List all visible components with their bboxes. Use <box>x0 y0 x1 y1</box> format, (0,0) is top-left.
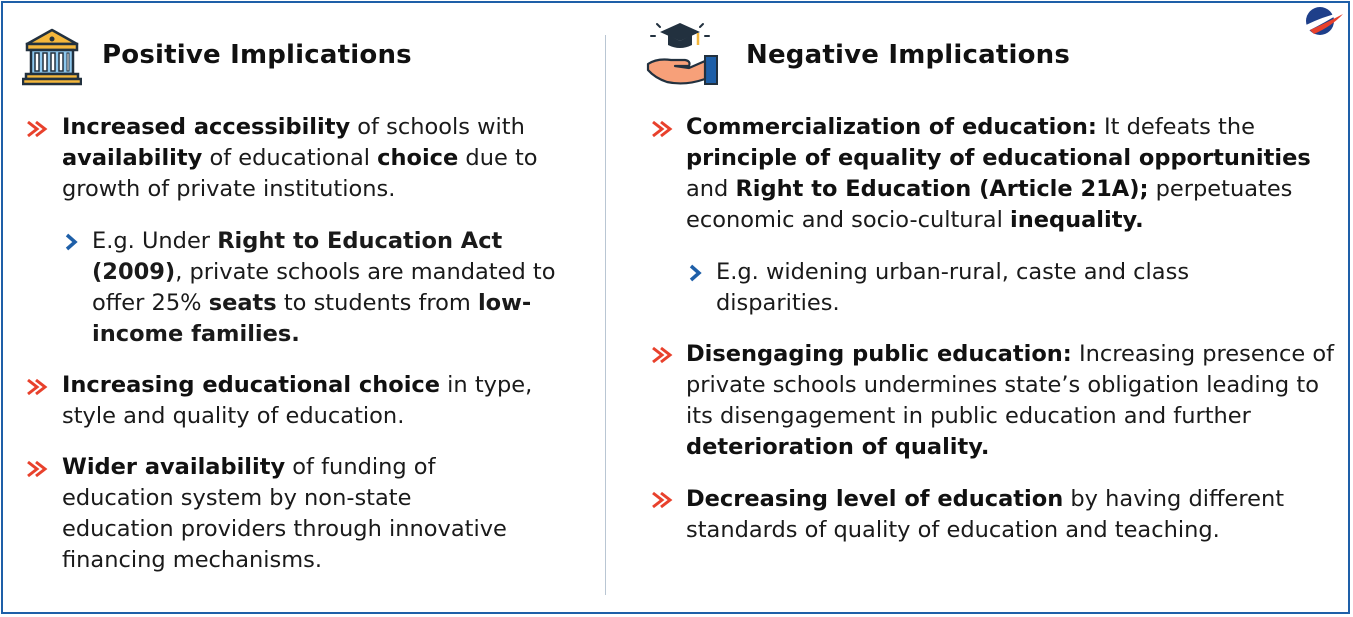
negative-heading: Negative Implications <box>746 40 1071 70</box>
positive-item-1: Increased accessibility of schools with availability of educational choice due to growth of private institutions. <box>62 114 538 202</box>
positive-example: E.g. Under Right to Education Act (2009), private schools are mandated to offer 25% seats to students from low-income families. <box>92 228 556 347</box>
bullet-arrow-icon <box>651 120 673 138</box>
bullet-arrow-icon <box>651 491 673 509</box>
bank-building-icon <box>22 26 82 86</box>
bullet-arrow-icon <box>26 378 48 396</box>
positive-item-3: Wider availability of funding of education system by non-state education providers through innovative financing mechanisms. <box>62 454 507 573</box>
brand-logo-icon <box>1302 4 1344 38</box>
negative-item-2: Disengaging public education: Increasing presence of private schools undermines state’s obligation leading to its disengagement in public education and further deterioration of quality. <box>686 341 1335 460</box>
negative-item-1: Commercialization of education: It defeats the principle of equality of educational opportunities and Right to Education (Article 21A); perpetuates economic and socio-cultural inequality. <box>686 114 1311 233</box>
bullet-arrow-icon <box>26 120 48 138</box>
negative-example: E.g. widening urban-rural, caste and class disparities. <box>716 259 1190 316</box>
bullet-arrow-icon <box>26 460 48 478</box>
positive-item-2: Increasing educational choice in type, style and quality of education. <box>62 372 533 429</box>
graduation-cap-hand-icon <box>645 18 721 88</box>
sub-bullet-chevron-icon <box>688 264 702 282</box>
positive-heading: Positive Implications <box>102 40 412 70</box>
negative-item-3: Decreasing level of education by having different standards of quality of education and teaching. <box>686 486 1285 543</box>
sub-bullet-chevron-icon <box>64 233 78 251</box>
bullet-arrow-icon <box>651 346 673 364</box>
column-divider <box>605 35 606 595</box>
